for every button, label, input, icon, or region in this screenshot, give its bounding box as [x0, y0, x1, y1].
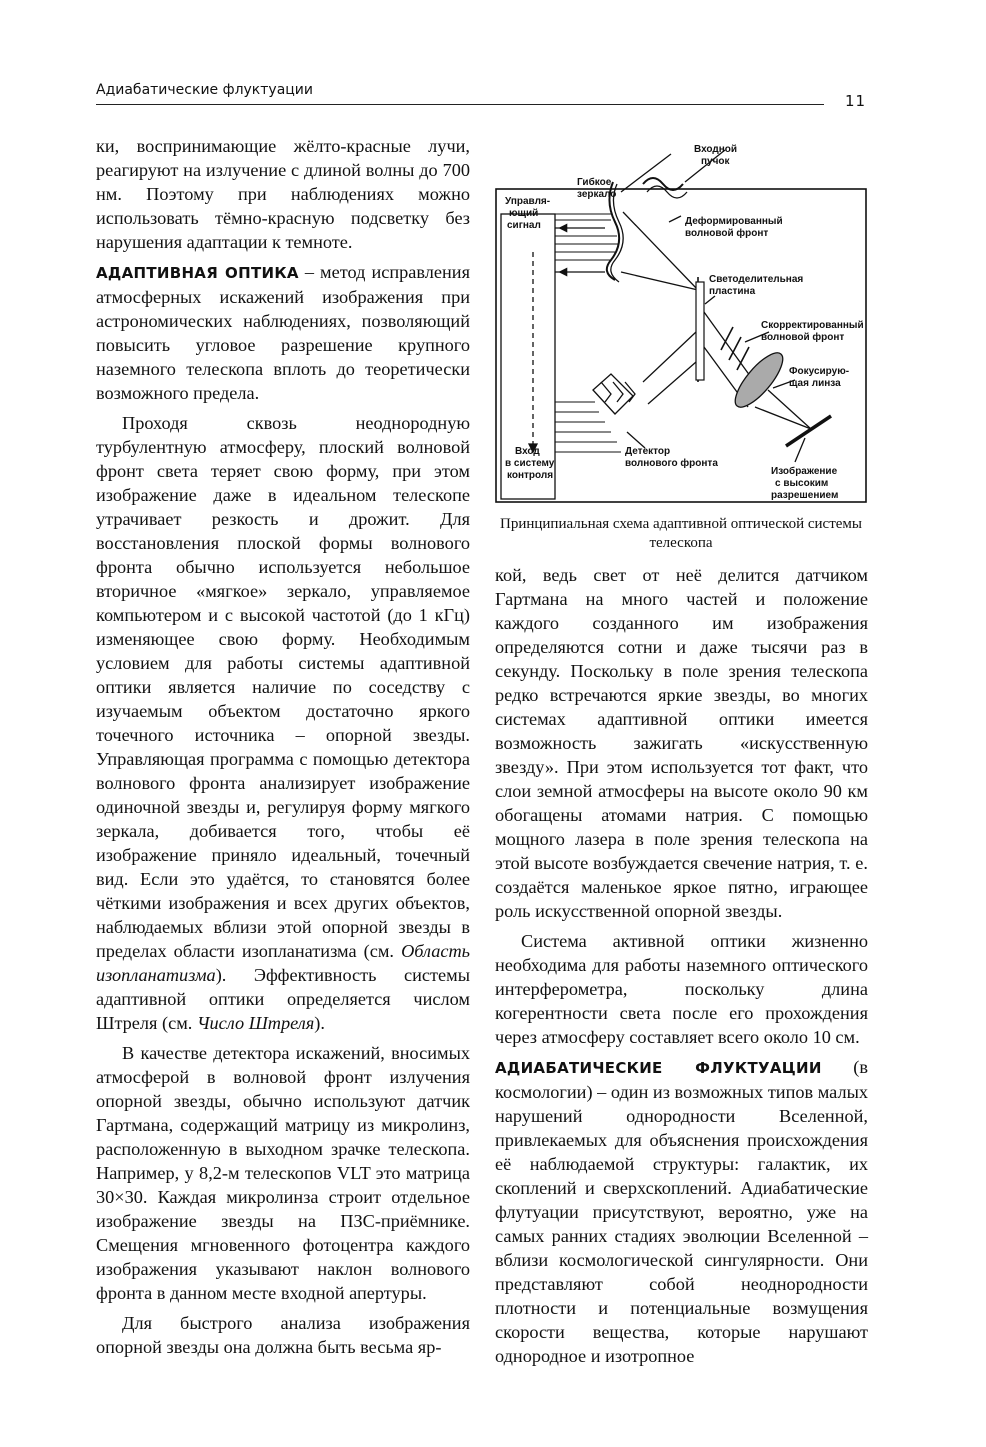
right-column — [495, 563, 868, 1368]
paragraph: Для быстрого анализа изображения опорной звезды она должна быть весьма яр- — [96, 1313, 470, 1357]
label-input-control: Вход в систему контроля — [505, 446, 555, 481]
label-beamsplitter: Светоделительная пластина — [709, 274, 804, 297]
cross-reference: Область изопланатизма — [96, 941, 470, 985]
label-flexible-mirror: Гибкое зеркало — [577, 177, 617, 200]
focusing-lens — [728, 346, 790, 414]
left-column — [96, 134, 470, 1359]
label-input-beam: Входной пучок — [694, 144, 738, 167]
entry-adiabatic-fluctuations — [495, 1055, 868, 1368]
label-control-signal: Управля-ющий сигнал — [505, 196, 551, 231]
cross-reference: Число Штреля — [196, 1013, 315, 1033]
entry-definition: – метод исправления атмосферных искажений изображения при астрономических наблюдениях, позволяющий повысить угловое разрешение крупного наземного телескопа вплоть до теоретически возможного предела. — [96, 262, 470, 403]
header-rule — [96, 104, 824, 105]
entry-adaptive-optics — [96, 260, 470, 405]
paragraph — [96, 411, 470, 1035]
label-focusing-lens: Фокусирую-щая линза — [789, 366, 850, 389]
image-plane — [786, 416, 831, 446]
beamsplitter-plate — [696, 282, 704, 380]
figure-caption: Принципиальная схема адаптивной оптической системы телескопа — [499, 516, 862, 551]
running-header: Адиабатические флуктуации — [96, 82, 314, 98]
entry-term: АДИАБАТИЧЕСКИЕ ФЛУКТУАЦИИ — [495, 1059, 822, 1077]
label-corrected-front: Скорректированный волновой фронт — [761, 320, 864, 343]
paragraph-text: ). Эффективность системы адаптивной оптики определяется числом Штреля (см. — [96, 965, 470, 1033]
adaptive-optics-diagram — [493, 132, 871, 516]
diagram-labels — [505, 144, 864, 501]
paragraph: Система активной оптики жизненно необходима для работы наземного оптического интерферометра, поскольку длина когерентности света после его прохождения через атмосферу составляет всего около 10 см. — [495, 931, 868, 1047]
paragraph-text: ). — [314, 1013, 325, 1033]
entry-definition: (в космологии) – один из возможных типов малых нарушений однородности Вселенной, привлекаемых для объяснения происхождения её наблюдаемой структуры: галактик, их скоплений и сверхскоплений. Адиабатические флутуации присутствуют, вероятно, уже на самых ранних стадиях эволюции Вселенной – вблизи космологической сингулярности. Они представляют собой неоднородности плотности и потенциальные возмущения скорости вещества, которые нарушают однородное и изотропное — [495, 1057, 868, 1366]
paragraph-continued: кой, ведь свет от неё делится датчиком Гартмана на много частей и положение каждого созданного им изображения определяются сотни и даже тысячи раз в секунду. Поскольку в поле зрения телескопа редко встречаются яркие звезды, во многих системах адаптивной оптики имеется возможность зажигать «искусственную звезду». При этом используется тот факт, что слои земной атмосферы на высоте около 90 км обогащены атомами натрия. С помощью мощного лазера в поле зрения телескопа на этой высоте возбуждается свечение натрия, т. е. создаётся маленькое яркое пятно, играющее роль искусственной опорной звезды. — [495, 565, 868, 921]
paragraph-text: Проходя сквозь неоднородную турбулентную атмосферу, плоский волновой фронт света теряет свою форму, при этом изображение даже в идеальном телескопе утрачивает резкость и дрожит. Для восстановления плоской формы волнового фронта обычно используется небольшое вторичное «мягкое» зеркало, управляемое компьютером и с высокой частотой (до 1 кГц) изменяющее свою форму. Необходимым условием для работы системы адаптивной оптики является наличие по соседству с изучаемым объектом достаточно яркого точечного источника – опорной звезды. Управляющая программа с помощью детектора волнового фронта анализирует изображение одиночной звезды и, регулируя форму мягкого зеркала, добивается того, чтобы её изображение приняло идеальный, точечный вид. Если это удаётся, то становятся более чёткими изображения и всех других объектов, наблюдаемых вблизи этой опорной звезды в пределах области изопланатизма (см. — [96, 413, 470, 961]
paragraph: В качестве детектора искажений, вносимых атмосферой в волновой фронт излучения опорной звезды, обычно используют датчик Гартмана, содержащий матрицу из микролинз, расположенную в выходном зрачке телескопа. Например, у 8,2-м телескопов VLT это матрица 30×30. Каждая микролинза строит отдельное изображение звезды на ПЗС-приёмнике. Смещения мгновенного фотоцентра каждого изображения указывают наклон волнового фронта в данном месте входной апертуры. — [96, 1043, 470, 1303]
label-deformed-front: Деформированный волновой фронт — [685, 216, 783, 239]
entry-term: АДАПТИВНАЯ ОПТИКА — [96, 264, 299, 282]
label-detector: Детектор волнового фронта — [625, 446, 718, 469]
hartmann-detector — [593, 374, 633, 414]
label-high-res-image: Изображение с высоким разрешением — [771, 466, 839, 501]
page-number: 11 — [845, 92, 867, 110]
paragraph-continued: ки, воспринимающие жёлто-красные лучи, реагируют на излучение с длиной волны до 700 нм. Поэтому при наблюдениях можно использовать тёмно-красную подсветку без нарушения адаптации к темноте. — [96, 136, 470, 252]
